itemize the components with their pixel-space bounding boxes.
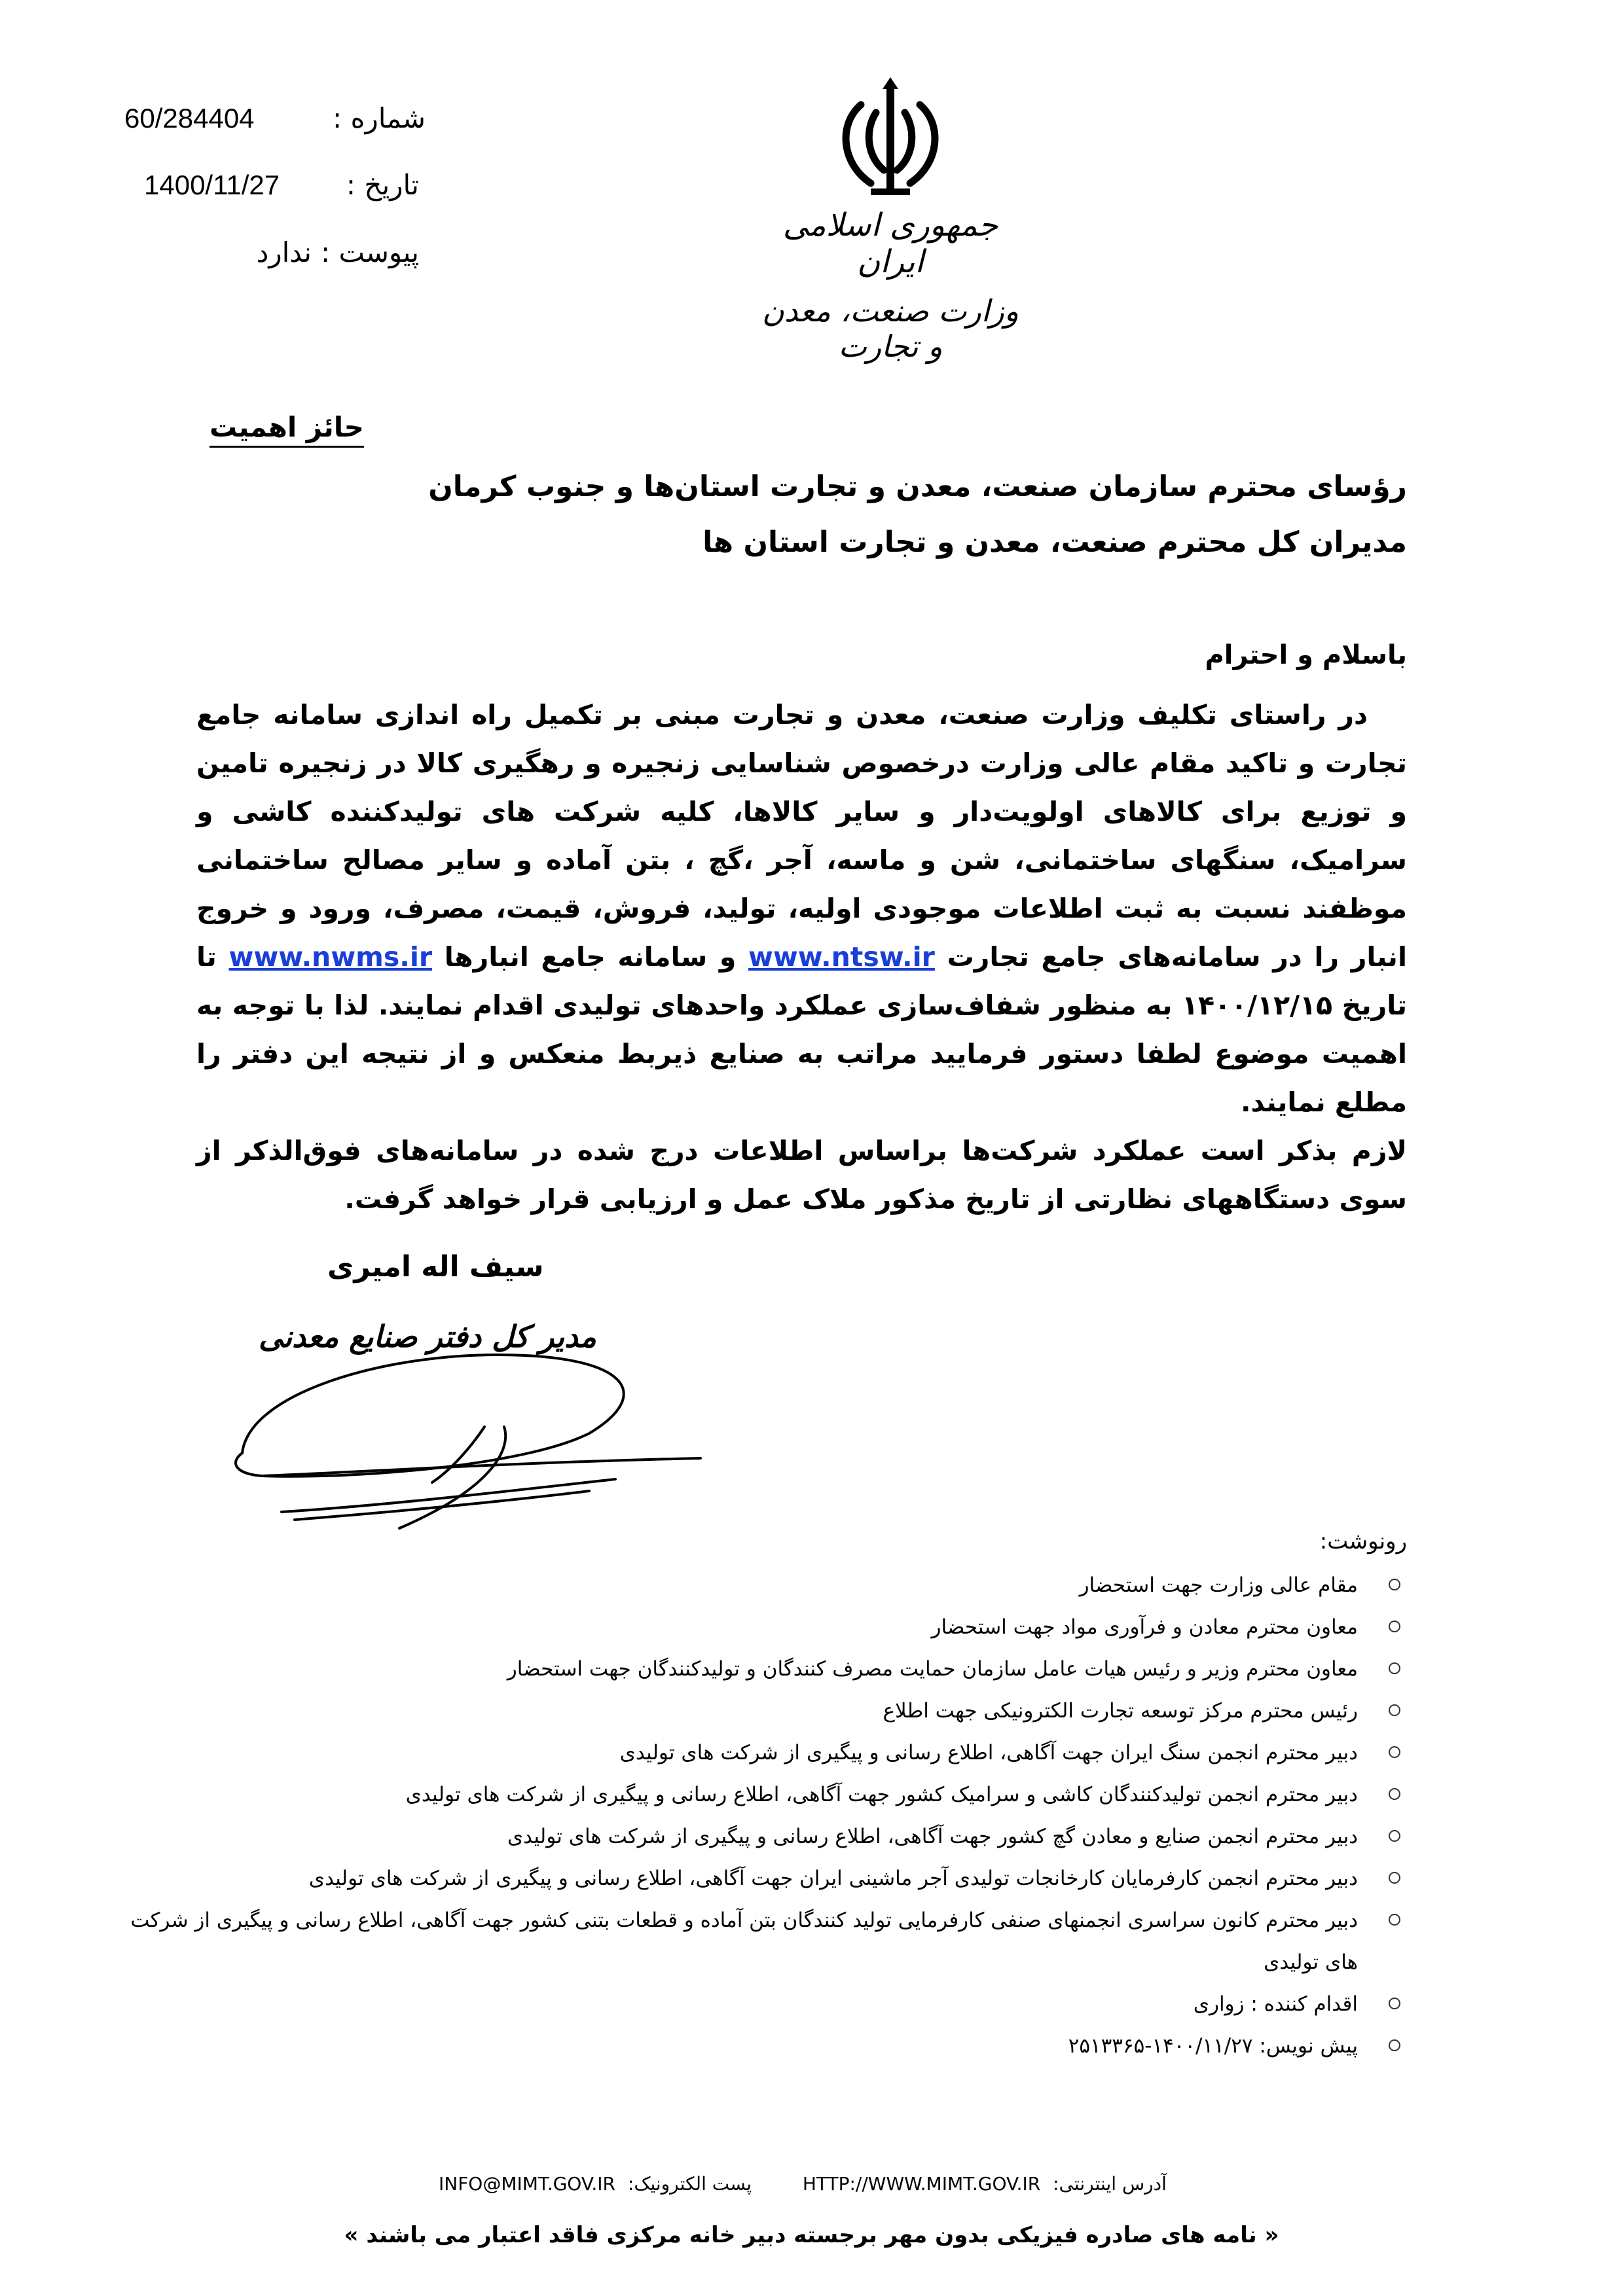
signer-title: مدیر کل دفتر صنایع معدنی [259, 1319, 596, 1354]
cc-item: دبیر محترم انجمن کارفرمایان کارخانجات تولیدی آجر ماشینی ایران جهت آگاهی، اطلاع رسانی و پیگیری از شرکت های تولیدی [111, 1857, 1407, 1899]
body-paragraph-1 [196, 691, 1407, 1126]
letter-attachment-label: پیوست : [321, 236, 419, 268]
letter-body [196, 691, 1407, 1223]
nwms-link[interactable]: www.nwms.ir [228, 941, 433, 973]
letter-date-row [144, 171, 419, 199]
letter-attachment-value: ندارد [256, 236, 312, 268]
footer-email[interactable]: INFO@MIMT.GOV.IR [439, 2173, 616, 2195]
body-paragraph-2: لازم بذکر است عملکرد شرکت‌ها براساس اطلاعات درج شده در سامانه‌های فوق‌الذکر از سوی دستگاههای نظارتی از تاریخ مذکور ملاک عمل و ارزیابی قرار خواهد گرفت. [196, 1135, 1407, 1215]
cc-item: مقام عالی وزارت جهت استحضار [111, 1564, 1407, 1606]
letter-number-value: 60/284404 [124, 103, 255, 134]
body-paragraph-1-part-3: تا تاریخ ۱۴۰۰/۱۲/۱۵ به منظور شفاف‌سازی عملکرد واحدهای تولیدی اقدام نمایند. لذا با توجه به اهمیت موضوع لطفا دستور فرمایید مراتب به صنایع ذیربط منعکس و از نتیجه این دفتر را مطلع نمایند. [196, 941, 1407, 1118]
cc-item: دبیر محترم انجمن صنایع و معادن گچ کشور جهت آگاهی، اطلاع رسانی و پیگیری از شرکت های تولیدی [111, 1816, 1407, 1857]
body-paragraph-1-part-1: در راستای تکلیف وزارت صنعت، معدن و تجارت مبنی بر تکمیل راه اندازی سامانه جامع تجارت و تاکید مقام عالی وزارت درخصوص شناسایی زنجیره و رهگیری کالا در زنجیره تامین و توزیع برای کالاهای اولویت‌دار و سایر کالاها، کلیه شرکت های تولیدکننده کاشی و سرامیک، سنگهای ساختمانی، شن و ماسه، آجر ،گچ ، بتن آماده و سایر مصالح ساختمانی موظفند نسبت به ثبت اطلاعات موجودی اولیه، تولید، فروش، قیمت، مصرف، ورود و خروج انبار را در سامانه‌های جامع تجارت [196, 699, 1408, 973]
signer-name: سیف اله امیری [327, 1250, 544, 1283]
cc-title: رونوشت: [1319, 1528, 1407, 1554]
cc-item: اقدام کننده : زواری [111, 1983, 1407, 2025]
footer-website[interactable]: HTTP://WWW.MIMT.GOV.IR [802, 2173, 1041, 2195]
cc-item: معاون محترم معادن و فرآوری مواد جهت استحضار [111, 1606, 1407, 1648]
addressee-line-2: مدیران کل محترم صنعت، معدن و تجارت استان ها [702, 526, 1407, 559]
letter-date-label: تاریخ : [346, 169, 419, 201]
salutation: باسلام و احترام [1205, 640, 1407, 670]
cc-item: دبیر محترم کانون سراسری انجمنهای صنفی کارفرمایی تولید کنندگان بتن آماده و قطعات بتنی کشور جهت آگاهی، اطلاع رسانی و پیگیری از شرکت های تولیدی [111, 1899, 1407, 1983]
letter-number-row [124, 102, 426, 134]
letter-number-label: شماره : [332, 102, 426, 134]
emblem-line-ministry: وزارت صنعت، معدن و تجارت [762, 293, 1019, 364]
letterhead-emblem [753, 72, 1028, 364]
addressee-line-1: رؤسای محترم سازمان صنعت، معدن و تجارت استان‌ها و جنوب کرمان [428, 470, 1407, 503]
importance-label: حائز اهمیت [210, 411, 364, 448]
cc-item: پیش نویس: ۱۴۰۰/۱۱/۲۷-۲۵۱۳۳۶۵ [111, 2025, 1407, 2067]
cc-item: دبیر محترم انجمن سنگ ایران جهت آگاهی، اطلاع رسانی و پیگیری از شرکت های تولیدی [111, 1732, 1407, 1774]
footer-email-label: پست الکترونیک: [627, 2173, 752, 2195]
footer-note: « نامه های صادره فیزیکی بدون مهر برجسته دبیر خانه مرکزی فاقد اعتبار می باشند » [344, 2222, 1279, 2248]
signature-scribble [223, 1316, 720, 1532]
letter-date-value: 1400/11/27 [144, 170, 280, 200]
footer-contact [439, 2173, 1167, 2195]
letter-attachment-row [223, 236, 419, 268]
cc-list [111, 1564, 1407, 2067]
ntsw-link[interactable]: www.ntsw.ir [748, 941, 935, 973]
cc-item: رئیس محترم مرکز توسعه تجارت الکترونیکی جهت اطلاع [111, 1690, 1407, 1732]
cc-item: معاون محترم وزیر و رئیس هیات عامل سازمان حمایت مصرف کنندگان و تولیدکنندگان جهت استحضار [111, 1648, 1407, 1690]
body-paragraph-1-part-2: و سامانه جامع انبارها [444, 941, 737, 973]
footer-website-label: آدرس اینترنتی: [1053, 2173, 1167, 2195]
cc-item: دبیر محترم انجمن تولیدکنندگان کاشی و سرامیک کشور جهت آگاهی، اطلاع رسانی و پیگیری از شرکت های تولیدی [111, 1774, 1407, 1816]
emblem-line-republic: جمهوری اسلامی ایران [782, 207, 998, 280]
iran-emblem-icon [825, 72, 956, 203]
